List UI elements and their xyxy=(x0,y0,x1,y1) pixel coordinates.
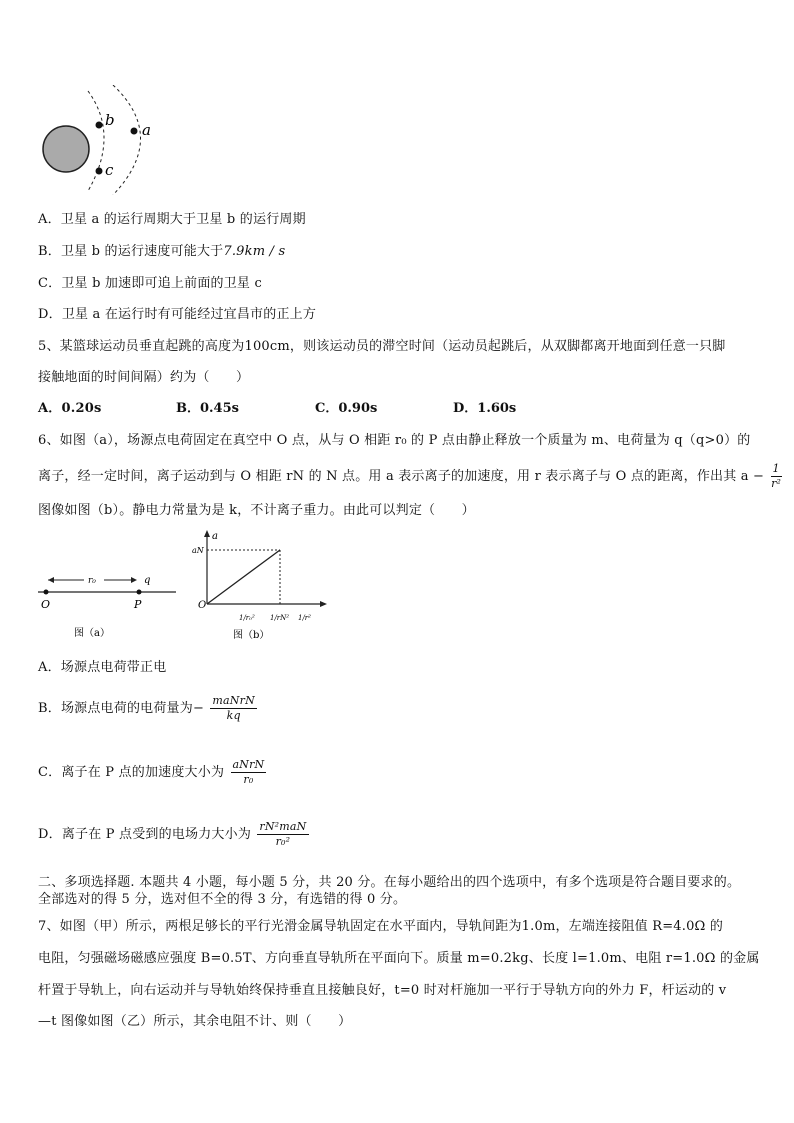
label-a-axis: a xyxy=(212,531,218,542)
orbit-b-arc xyxy=(88,91,104,191)
label-c: c xyxy=(105,161,114,179)
figure-a xyxy=(36,570,176,640)
section2-line2: 全部选对的得 5 分，选对但不全的得 3 分，有选错的得 0 分。 xyxy=(38,892,407,907)
q7-line2: 电阻，匀强磁场磁感应强度 B=0.5T、方向垂直导轨所在平面向下。质量 m=0.2kg、长度 l=1.0m、电阻 r=1.0Ω 的金属 xyxy=(38,951,760,966)
q6-option-c-fraction xyxy=(231,758,267,787)
figure-a-caption: 图（a） xyxy=(74,628,110,639)
figure-b-caption: 图（b） xyxy=(233,630,270,641)
q6-option-c-text: C．离子在 P 点的加速度大小为 xyxy=(38,765,225,780)
label-aN: aN xyxy=(192,546,204,555)
label-o: O xyxy=(41,598,51,611)
q6-option-a: A．场源点电荷带正电 xyxy=(38,660,167,675)
q6-option-b-num: maNrN xyxy=(212,694,255,707)
q6-option-b-text: B．场源点电荷的电荷量为− xyxy=(38,701,205,716)
label-a: a xyxy=(142,121,151,139)
tick-1-r0: 1/r₀² xyxy=(239,614,255,622)
q4-option-b-text: B．卫星 b 的运行速度可能大于 xyxy=(38,244,224,259)
q6-option-d xyxy=(38,820,311,849)
q7-line1: 7、如图（甲）所示，两根足够长的平行光滑金属导轨固定在水平面内，导轨间距为1.0m，左端连接阻值 R=4.0Ω 的 xyxy=(38,919,724,934)
q6-fraction-num: 1 xyxy=(772,462,780,475)
q5-option-b: B．0.45s xyxy=(176,401,239,416)
q4-option-b xyxy=(38,240,285,259)
label-p: P xyxy=(134,598,142,611)
label-q: q xyxy=(144,575,151,586)
q6-option-d-fraction xyxy=(257,820,308,849)
q5-option-c: C．0.90s xyxy=(315,401,378,416)
q6-option-b-fraction xyxy=(210,694,257,723)
q6-option-c-num: aNrN xyxy=(232,758,265,771)
satellite-c xyxy=(96,168,103,175)
section2-line1: 二、多项选择题. 本题共 4 小题，每小题 5 分，共 20 分。在每小题给出的四个选项中，有多个选项是符合题目要求的。 xyxy=(38,875,741,890)
q4-option-d: D．卫星 a 在运行时有可能经过宜昌市的正上方 xyxy=(38,307,317,322)
q6-option-c-den: r₀ xyxy=(243,773,254,786)
satellite-b xyxy=(96,122,103,129)
label-b: b xyxy=(105,111,115,129)
q6-stem-line2-text: 离子，经一定时间，离子运动到与 O 相距 rN 的 N 点。用 a 表示离子的加速度，用 r 表示离子与 O 点的距离，作出其 a − xyxy=(38,469,765,484)
q6-stem-line3: 图像如图（b）。静电力常量为是 k，不计离子重力。由此可以判定（ ） xyxy=(38,503,475,518)
q6-option-d-num: rN²maN xyxy=(259,820,307,833)
q5-stem-line2: 接触地面的时间间隔）约为（ ） xyxy=(38,370,250,385)
q4-option-a: A．卫星 a 的运行周期大于卫星 b 的运行周期 xyxy=(38,212,306,227)
satellite-a xyxy=(131,128,138,135)
q6-fraction-den: r² xyxy=(771,477,782,490)
q4-option-c: C．卫星 b 加速即可追上前面的卫星 c xyxy=(38,276,262,291)
q6-option-c xyxy=(38,758,268,787)
label-origin: O xyxy=(198,600,207,611)
point-o xyxy=(44,590,49,595)
q6-option-d-den: r₀² xyxy=(275,835,291,848)
q6-stem-line2 xyxy=(38,462,784,491)
q6-option-b-den: kq xyxy=(226,709,241,722)
figure-b xyxy=(190,528,330,644)
orbit-figure xyxy=(38,85,168,195)
tick-1-r: 1/r² xyxy=(298,614,311,622)
q5-stem-line1: 5、某篮球运动员垂直起跳的高度为100cm，则该运动员的滞空时间（运动员起跳后，从双脚都离开地面到任意一只脚 xyxy=(38,339,726,354)
q6-stem-line1: 6、如图（a），场源点电荷固定在真空中 O 点，从与 O 相距 r₀ 的 P 点由静止释放一个质量为 m、电荷量为 q（q>0）的 xyxy=(38,433,751,448)
q6-option-d-text: D．离子在 P 点受到的电场力大小为 xyxy=(38,827,252,842)
q7-line4: —t 图像如图（乙）所示，其余电阻不计、则（ ） xyxy=(38,1014,352,1029)
graph-line xyxy=(207,550,280,604)
orbit-a-arc xyxy=(113,85,141,195)
point-p xyxy=(137,590,142,595)
earth-circle xyxy=(43,126,89,172)
q6-option-b xyxy=(38,694,259,723)
tick-1-rN: 1/rN² xyxy=(270,614,290,622)
q5-option-d: D．1.60s xyxy=(453,401,517,416)
q4-option-b-value: 7.9km / s xyxy=(223,244,286,259)
q7-line3: 杆置于导轨上，向右运动并与导轨始终保持垂直且接触良好，t=0 时对杆施加一平行于导轨方向的外力 F，杆运动的 v xyxy=(38,983,727,998)
q6-fraction xyxy=(771,462,782,491)
label-r0: r₀ xyxy=(88,576,96,586)
q5-option-a: A．0.20s xyxy=(38,401,102,416)
